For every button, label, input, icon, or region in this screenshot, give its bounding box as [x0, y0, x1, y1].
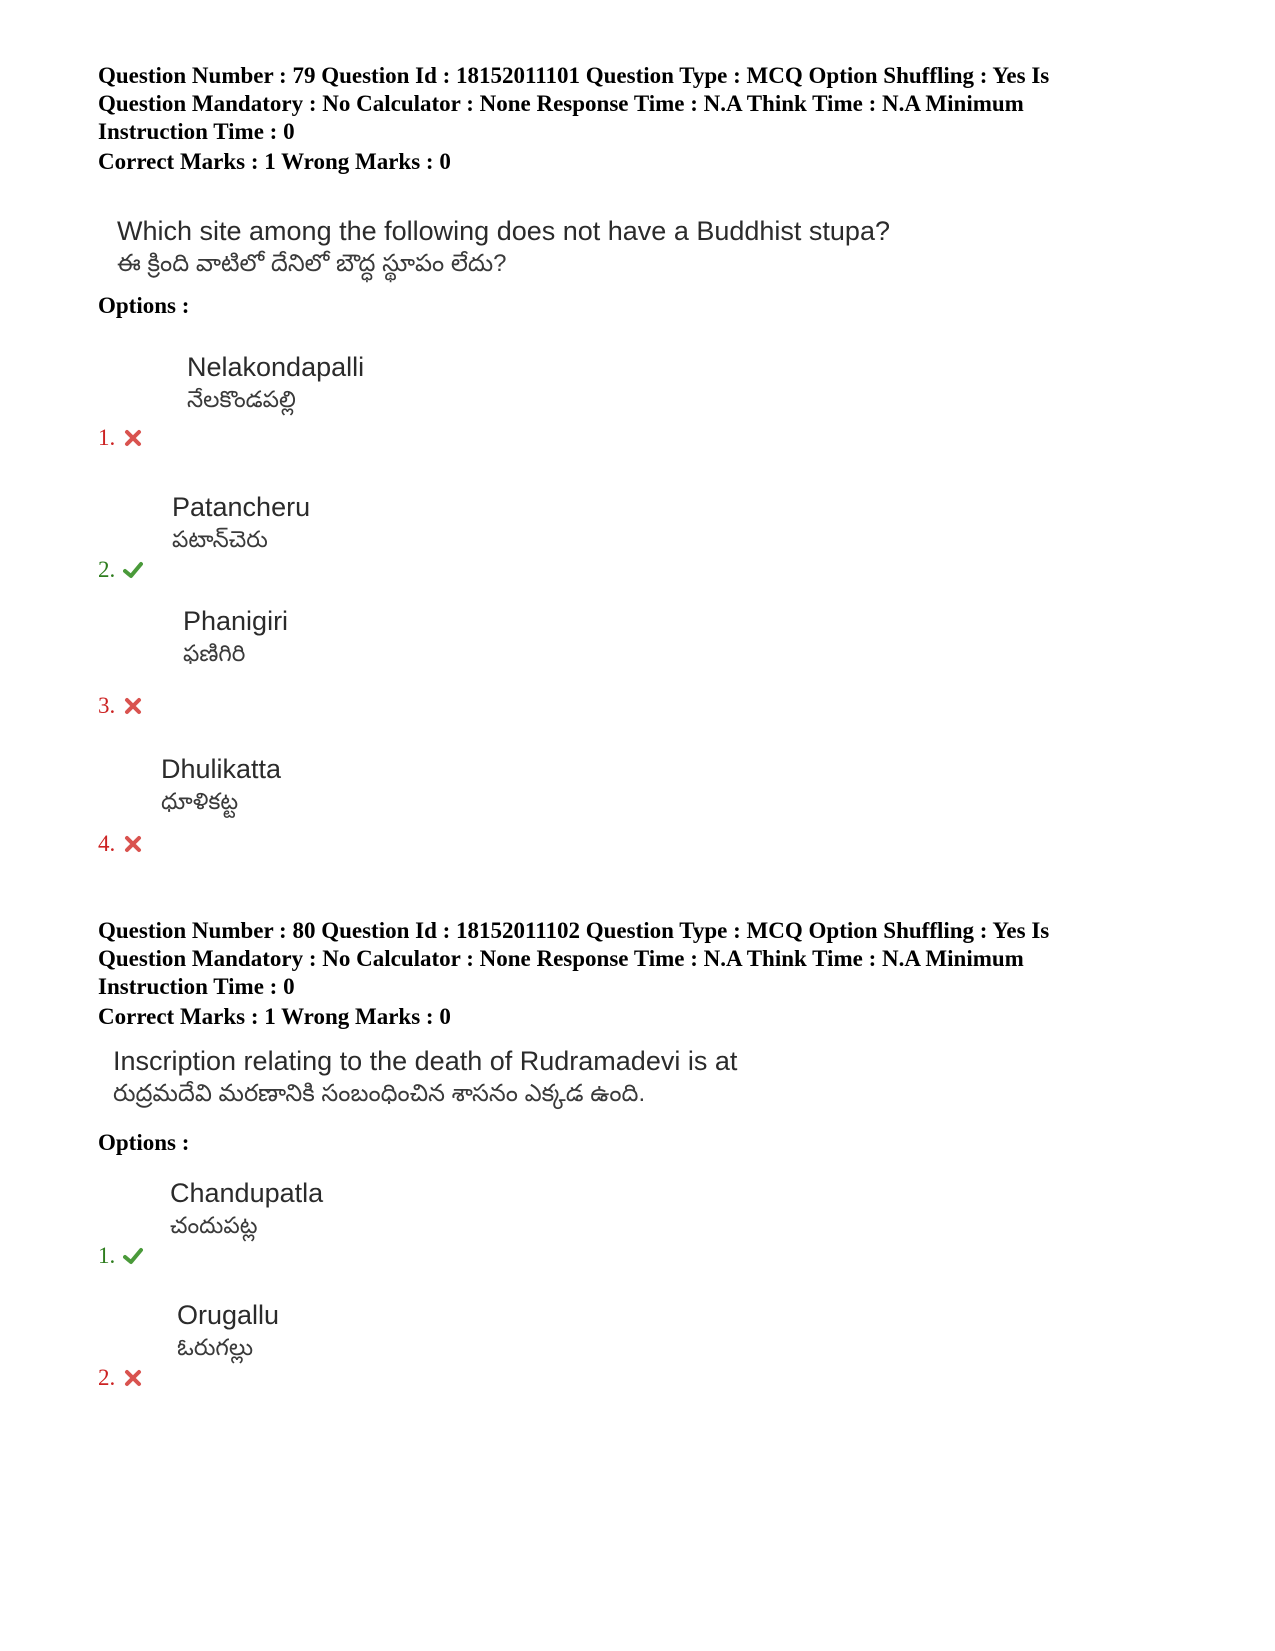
- option-text-telugu: ధూళికట్ట: [161, 788, 239, 814]
- option-number-label: 1.: [98, 1243, 116, 1268]
- check-icon: [123, 560, 143, 580]
- option-number: [98, 692, 143, 720]
- option-number: [98, 1364, 143, 1392]
- option-text: [187, 350, 364, 414]
- option-number: [98, 556, 143, 584]
- option-number: [98, 1242, 143, 1270]
- question-text-telugu: రుద్రమదేవి మరణానికి సంబంధించిన శాసనం ఎక్కడ ఉంది.: [113, 1080, 646, 1107]
- option-text-english: Chandupatla: [170, 1178, 324, 1208]
- question-meta-line: Instruction Time : 0: [98, 119, 295, 144]
- option-text: [170, 1176, 323, 1240]
- question-text-english: Which site among the following does not have a Buddhist stupa?: [117, 216, 890, 246]
- check-icon: [123, 1246, 143, 1266]
- option-text-english: Patancheru: [172, 492, 311, 522]
- question-meta: [98, 62, 1178, 146]
- question-meta-line: Question Number : 80 Question Id : 18152011102 Question Type : MCQ Option Shuffling : Yes Is: [98, 918, 1050, 943]
- question-meta-line: Question Number : 79 Question Id : 18152011101 Question Type : MCQ Option Shuffling : Yes Is: [98, 63, 1050, 88]
- option-number-label: 2.: [98, 557, 116, 582]
- marks-line: Correct Marks : 1 Wrong Marks : 0: [98, 1004, 451, 1029]
- cross-icon: [123, 1368, 143, 1388]
- option-text-english: Nelakondapalli: [187, 352, 365, 382]
- option-text-telugu: పటాన్‌చెరు: [172, 526, 268, 552]
- cross-icon: [123, 696, 143, 716]
- option-text-english: Phanigiri: [183, 606, 289, 636]
- option-text-telugu: ఓరుగల్లు: [177, 1334, 254, 1360]
- question-text-image: [113, 1044, 737, 1110]
- question-meta-line: Question Mandatory : No Calculator : None Response Time : N.A Think Time : N.A Minimum: [98, 91, 1024, 116]
- option-text-english: Dhulikatta: [161, 754, 282, 784]
- option-text-telugu: నేలకొండపల్లి: [187, 386, 296, 412]
- question-meta: [98, 917, 1178, 1001]
- option-text: [177, 1298, 279, 1362]
- question-text-image: [117, 214, 890, 280]
- option-number-label: 1.: [98, 425, 116, 450]
- marks-line: Correct Marks : 1 Wrong Marks : 0: [98, 149, 451, 174]
- cross-icon: [123, 834, 143, 854]
- options-label: Options :: [98, 293, 190, 318]
- option-text-telugu: చందుపట్ల: [170, 1212, 258, 1238]
- option-text-telugu: ఫణిగిరి: [183, 640, 246, 666]
- question-text-english: Inscription relating to the death of Rudramadevi is at: [113, 1046, 738, 1076]
- option-number: [98, 830, 143, 858]
- options-label: Options :: [98, 1130, 190, 1155]
- cross-icon: [123, 428, 143, 448]
- option-number-label: 3.: [98, 693, 116, 718]
- question-text-telugu: ఈ క్రింది వాటిలో దేనిలో బౌద్ధ స్థూపం లేదు?: [117, 250, 507, 277]
- option-text: [172, 490, 310, 554]
- option-number-label: 4.: [98, 831, 116, 856]
- option-text: [183, 604, 288, 668]
- question-meta-line: Question Mandatory : No Calculator : None Response Time : N.A Think Time : N.A Minimum: [98, 946, 1024, 971]
- option-text: [161, 752, 281, 816]
- option-number: [98, 424, 143, 452]
- question-meta-line: Instruction Time : 0: [98, 974, 295, 999]
- option-number-label: 2.: [98, 1365, 116, 1390]
- option-text-english: Orugallu: [177, 1300, 280, 1330]
